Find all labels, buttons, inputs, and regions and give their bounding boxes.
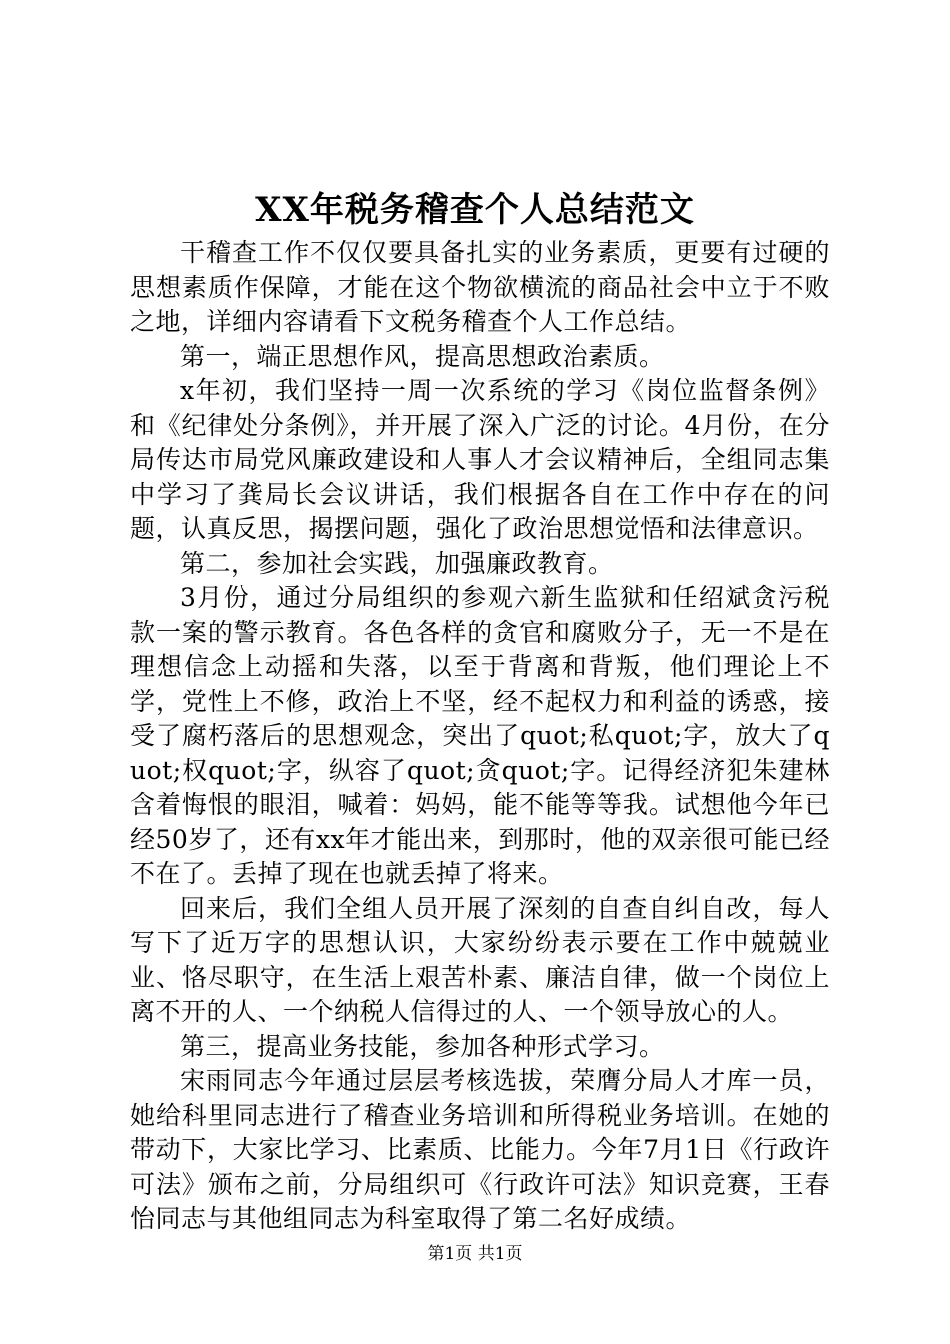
paragraph-training: 宋雨同志今年通过层层考核选拔，荣膺分局人才库一员，她给科里同志进行了稽查业务培训和所得税业务培训。在她的带动下，大家比学习、比素质、比能力。今年7月1日《行政许可法》颁布之前，分局组织可《行政许可法》知识竞赛，王春怡同志与其他组同志为科室取得了第二名好成绩。	[130, 1066, 830, 1233]
paragraph-heading-2: 第二，参加社会实践，加强廉政教育。	[180, 548, 614, 578]
document-title: XX年税务稽查个人总结范文	[255, 190, 695, 230]
page-footer: 第1页 共1页	[427, 1244, 523, 1264]
paragraph-warning-education: 3月份，通过分局组织的参观六新生监狱和任绍斌贪污税款一案的警示教育。各色各样的贪官和腐败分子，无一不是在理想信念上动摇和失落，以至于背离和背叛，他们理论上不学，党性上不修，政治上不坚，经不起权力和利益的诱惑，接受了腐朽落后的思想观念，突出了quot;私quot;字，放大了quot;权quot;字，纵容了quot;贪quot;字。记得经济犯朱建林含着悔恨的眼泪，喊着：妈妈，能不能等等我。试想他今年已经50岁了，还有xx年才能出来，到那时，他的双亲很可能已经不在了。丢掉了现在也就丢掉了将来。	[130, 583, 830, 888]
paragraph-heading-3: 第三，提高业务技能，参加各种形式学习。	[180, 1031, 665, 1061]
paragraph-heading-1: 第一，端正思想作风，提高思想政治素质。	[180, 341, 665, 371]
paragraph-study: x年初，我们坚持一周一次系统的学习《岗位监督条例》和《纪律处分条例》，并开展了深入广泛的讨论。4月份，在分局传达市局党风廉政建设和人事人才会议精神后，全组同志集中学习了龚局长会议讲话，我们根据各自在工作中存在的问题，认真反思，揭摆问题，强化了政治思想觉悟和法律意识。	[130, 376, 830, 543]
paragraph-intro: 干稽查工作不仅仅要具备扎实的业务素质，更要有过硬的思想素质作保障，才能在这个物欲横流的商品社会中立于不败之地，详细内容请看下文税务稽查个人工作总结。	[130, 238, 830, 336]
paragraph-self-review: 回来后，我们全组人员开展了深刻的自查自纠自改，每人写下了近万字的思想认识，大家纷纷表示要在工作中兢兢业业、恪尽职守，在生活上艰苦朴素、廉洁自律，做一个岗位上离不开的人、一个纳税人信得过的人、一个领导放心的人。	[130, 893, 830, 1026]
document-body	[130, 236, 830, 1237]
